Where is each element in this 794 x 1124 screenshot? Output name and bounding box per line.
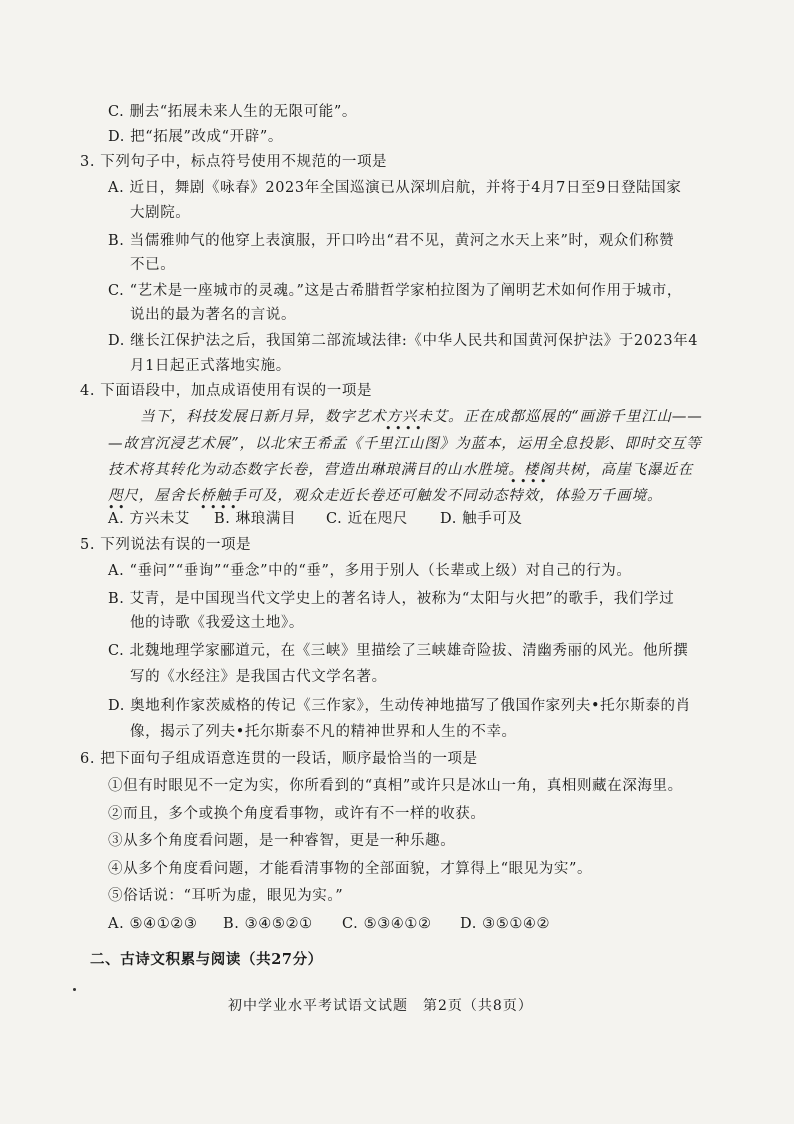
q6-options <box>108 914 550 934</box>
emphasis-dots: • • • • <box>200 501 237 514</box>
page-footer: 初中学业水平考试语文试题 第2页（共8页） <box>228 998 533 1014</box>
q6-sentence-2: ②而且，多个或换个角度看事物，或许有不一样的收获。 <box>108 806 486 822</box>
q3-option-c-line2: 说出的最为著名的言说。 <box>130 307 297 323</box>
q4-passage-line4: 咫尺，屋舍长桥触手可及，观众走近长卷还可触发不同动态特效，体验万千画境。 <box>108 488 663 504</box>
q2-option-c: C. 删去“拓展未来人生的无限可能”。 <box>108 104 358 120</box>
q6-option-d: D. ③⑤①④② <box>460 916 551 932</box>
q2-option-d: D. 把“拓展”改成“开辟”。 <box>108 129 283 145</box>
q4-passage-line3: 技术将其转化为动态数字长卷，营造出琳琅满目的山水胜境。楼阁共树，高崖飞瀑近在 <box>108 462 694 478</box>
emphasis-dots: • • • • <box>385 422 422 435</box>
question-3-stem: 3. 下列句子中，标点符号使用不规范的一项是 <box>80 154 388 170</box>
q3-option-d-line1: D. 继长江保护法之后，我国第二部流域法律:《中华人民共和国黄河保护法》于2023年4 <box>108 333 699 349</box>
print-speck <box>73 988 76 991</box>
q4-option-d: D. 触手可及 <box>440 511 523 527</box>
q4-option-a: A. 方兴未艾 <box>108 511 190 527</box>
q6-sentence-3: ③从多个角度看问题，是一种睿智，更是一种乐趣。 <box>108 833 456 849</box>
q3-option-c-line1: C. “艺术是一座城市的灵魂。”这是古希腊哲学家柏拉图为了阐明艺术如何作用于城市， <box>108 283 682 299</box>
question-6-stem: 6. 把下面句子组成语意连贯的一段话，顺序最恰当的一项是 <box>80 751 478 767</box>
q3-option-d-line2: 月1日起正式落地实施。 <box>130 358 291 374</box>
q4-passage-line2: —故宫沉浸艺术展”，以北宋王希孟《千里江山图》为蓝本，运用全息投影、即时交互等 <box>108 436 702 452</box>
question-4-stem: 4. 下面语段中，加点成语使用有误的一项是 <box>80 383 373 399</box>
q6-sentence-5: ⑤俗话说：“耳听为虚，眼见为实。” <box>108 888 344 904</box>
emphasis-dots: • • • • <box>510 475 547 488</box>
q5-option-c-line1: C. 北魏地理学家郦道元，在《三峡》里描绘了三峡雄奇险拔、清幽秀丽的风光。他所撰 <box>108 643 689 659</box>
q4-option-b: B. 琳琅满目 <box>214 511 297 527</box>
q5-option-c-line2: 写的《水经注》是我国古代文学名著。 <box>130 669 387 685</box>
q5-option-b-line1: B. 艾青，是中国现当代文学史上的著名诗人，被称为“太阳与火把”的歌手，我们学过 <box>108 591 675 607</box>
q3-option-b-line2: 不已。 <box>130 257 176 273</box>
emphasis-dots: • • <box>108 501 125 514</box>
q6-option-b: B. ③④⑤②① <box>223 916 313 932</box>
q5-option-d-line2: 像，揭示了列夫•托尔斯泰不凡的精神世界和人生的不幸。 <box>130 724 517 740</box>
q5-option-b-line2: 他的诗歌《我爱这土地》。 <box>130 615 304 631</box>
q4-options <box>108 509 523 529</box>
question-5-stem: 5. 下列说法有误的一项是 <box>80 537 252 553</box>
q3-option-b-line1: B. 当儒雅帅气的他穿上表演服，开口吟出“君不见，黄河之水天上来”时，观众们称赞 <box>108 233 675 249</box>
q4-passage-line1: 当下，科技发展日新月异，数字艺术方兴未艾。正在成都巡展的“画游千里江山—— <box>140 409 703 425</box>
q6-option-a: A. ⑤④①②③ <box>108 916 198 932</box>
q6-sentence-4: ④从多个角度看问题，才能看清事物的全部面貌，才算得上“眼见为实”。 <box>108 861 593 877</box>
section-2-heading: 二、古诗文积累与阅读（共27分） <box>90 951 323 968</box>
q3-option-a-line2: 大剧院。 <box>130 205 191 221</box>
q3-option-a-line1: A. 近日，舞剧《咏春》2023年全国巡演已从深圳启航，并将于4月7日至9日登陆国家 <box>108 180 682 196</box>
q5-option-a: A. “垂问”“垂询”“垂念”中的“垂”，多用于别人（长辈或上级）对自己的行为。 <box>108 563 632 579</box>
q6-option-c: C. ⑤③④①② <box>342 916 432 932</box>
q6-sentence-1: ①但有时眼见不一定为实，你所看到的“真相”或许只是冰山一角，真相则藏在深海里。 <box>108 778 683 794</box>
q4-option-c: C. 近在咫尺 <box>326 511 408 527</box>
q5-option-d-line1: D. 奥地利作家茨威格的传记《三作家》，生动传神地描写了俄国作家列夫•托尔斯泰的肖 <box>108 698 691 714</box>
